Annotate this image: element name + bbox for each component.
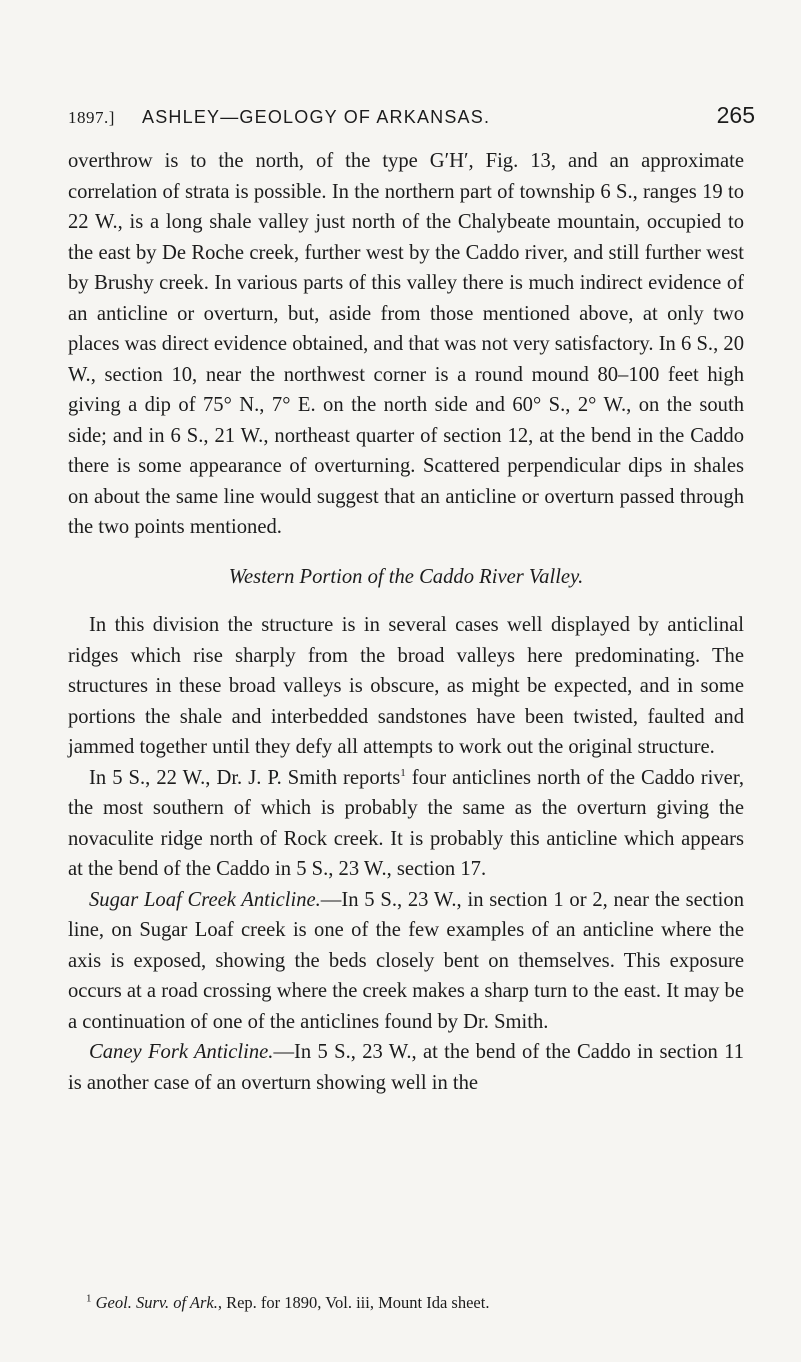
- footnote-text: , Rep. for 1890, Vol. iii, Mount Ida sheet.: [217, 1293, 490, 1312]
- paragraph-smith: [68, 763, 744, 885]
- sugar-loaf-title: Sugar Loaf Creek Anticline.: [89, 888, 321, 911]
- footnote-source: Geol. Surv. of Ark.: [95, 1293, 218, 1312]
- smith-text-before: In 5 S., 22 W., Dr. J. P. Smith reports: [89, 766, 401, 789]
- sugar-loaf-text: —In 5 S., 23 W., in section 1 or 2, near the section line, on Sugar Loaf creek is one of the few examples of an anticline where the axis is exposed, showing the beds closely bent on themselves. This exposure occurs at a road crossing where the creek makes a sharp turn to the east. It may be a continuation of one of the anticlines found by Dr. Smith.: [68, 888, 744, 1033]
- running-head: [68, 104, 755, 134]
- paragraph-caney-fork: [68, 1037, 744, 1098]
- section-heading: Western Portion of the Caddo River Valley.: [228, 565, 584, 588]
- footnote: [86, 1292, 746, 1314]
- header-year: 1897.]: [68, 108, 115, 127]
- paragraph-overthrow: overthrow is to the north, of the type G′H′, Fig. 13, and an approximate correlation of strata is possible. In the northern part of township 6 S., ranges 19 to 22 W., is a long shale valley just north of the Chalybeate mountain, occupied to the east by De Roche creek, further west by the Caddo river, and still further west by Brushy creek. In various parts of this valley there is much indirect evidence of an anticline or overturn, but, aside from those mentioned above, at only two places was direct evidence obtained, and that was not very satisfactory. In 6 S., 20 W., section 10, near the northwest corner is a round mound 80–100 feet high giving a dip of 75° N., 7° E. on the north side and 60° S., 2° W., on the south side; and in 6 S., 21 W., northeast quarter of section 12, at the bend in the Caddo there is some appearance of overturning. Scattered perpendicular dips in shales on about the same line would suggest that an anticline or overturn passed through the two points mentioned.: [68, 150, 744, 538]
- paragraph-division: In this division the structure is in several cases well displayed by anticlinal ridges which rise sharply from the broad valleys here predominating. The structures in these broad valleys is obscure, as might be expected, and in some portions the shale and interbedded sandstones have been twisted, faulted and jammed together until they defy all attempts to work out the original structure.: [68, 614, 744, 758]
- footnote-reference: 1: [400, 766, 406, 779]
- smith-text-after: four anticlines north of the Caddo river, the most southern of which is probably the same as the overturn giving the novaculite ridge north of Rock creek. It is probably this anticline which appears at the bend of the Caddo in 5 S., 23 W., section 17.: [68, 766, 744, 880]
- body-text: [68, 146, 744, 1098]
- header-title: ASHLEY—GEOLOGY OF ARKANSAS.: [142, 107, 491, 127]
- paragraph-sugar-loaf: [68, 885, 744, 1038]
- page-number: 265: [716, 102, 755, 128]
- footnote-marker: 1: [86, 1292, 92, 1305]
- caney-fork-title: Caney Fork Anticline.: [89, 1041, 274, 1063]
- caney-fork-text: —In 5 S., 23 W., at the bend of the Caddo in section 11 is another case of an overturn showing well in the: [68, 1041, 744, 1094]
